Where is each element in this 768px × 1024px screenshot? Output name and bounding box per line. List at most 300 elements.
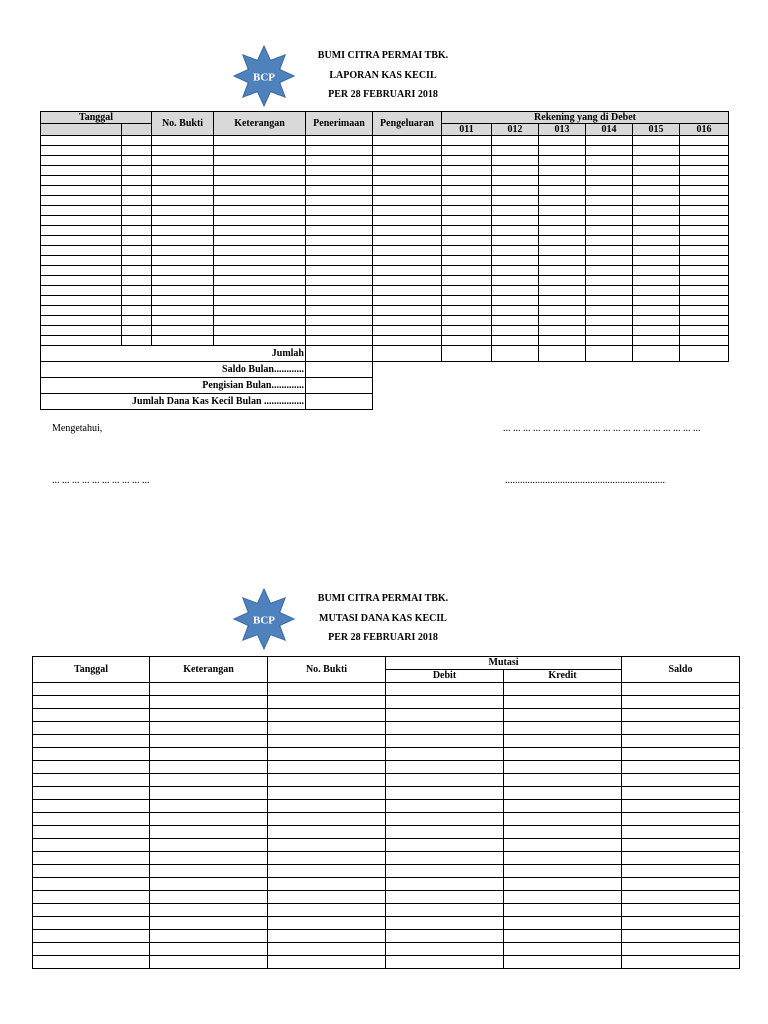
table-cell[interactable] [622,761,740,774]
table-cell[interactable] [41,186,122,196]
table-cell[interactable] [633,136,680,146]
table-cell[interactable] [633,206,680,216]
table-cell[interactable] [150,722,268,735]
table-cell[interactable] [539,146,586,156]
table-cell[interactable] [122,176,152,186]
table-cell[interactable] [122,206,152,216]
table-cell[interactable] [41,336,122,346]
table-cell[interactable] [214,226,306,236]
table-cell[interactable] [633,336,680,346]
table-cell[interactable] [586,246,633,256]
table-cell[interactable] [306,256,373,266]
table-cell[interactable] [150,839,268,852]
table-cell[interactable] [586,286,633,296]
table-cell[interactable] [152,196,214,206]
table-cell[interactable] [150,813,268,826]
table-cell[interactable] [268,865,386,878]
table-cell[interactable] [633,226,680,236]
table-cell[interactable] [373,296,442,306]
table-cell[interactable] [680,196,729,206]
table-cell[interactable] [33,956,150,969]
table-cell[interactable] [306,336,373,346]
pengisian-value[interactable] [306,378,373,394]
table-cell[interactable] [373,136,442,146]
table-cell[interactable] [633,326,680,336]
table-cell[interactable] [33,735,150,748]
table-cell[interactable] [373,206,442,216]
table-cell[interactable] [504,956,622,969]
table-cell[interactable] [586,216,633,226]
table-cell[interactable] [268,735,386,748]
table-cell[interactable] [386,839,504,852]
table-cell[interactable] [214,236,306,246]
table-cell[interactable] [373,276,442,286]
table-cell[interactable] [214,216,306,226]
table-cell[interactable] [122,266,152,276]
table-cell[interactable] [122,216,152,226]
table-cell[interactable] [504,930,622,943]
table-cell[interactable] [33,852,150,865]
table-cell[interactable] [586,306,633,316]
table-cell[interactable] [680,276,729,286]
table-cell[interactable] [386,956,504,969]
table-cell[interactable] [152,166,214,176]
table-cell[interactable] [152,146,214,156]
table-cell[interactable] [152,306,214,316]
table-cell[interactable] [442,216,492,226]
table-cell[interactable] [504,813,622,826]
table-cell[interactable] [539,226,586,236]
table-cell[interactable] [504,917,622,930]
table-cell[interactable] [633,156,680,166]
table-cell[interactable] [386,813,504,826]
table-cell[interactable] [41,316,122,326]
table-cell[interactable] [41,306,122,316]
table-cell[interactable] [306,206,373,216]
table-cell[interactable] [442,306,492,316]
table-cell[interactable] [33,683,150,696]
table-cell[interactable] [373,336,442,346]
table-cell[interactable] [539,306,586,316]
table-cell[interactable] [150,904,268,917]
table-cell[interactable] [680,246,729,256]
table-cell[interactable] [386,774,504,787]
table-cell[interactable] [386,826,504,839]
table-cell[interactable] [539,256,586,266]
table-cell[interactable] [442,316,492,326]
table-cell[interactable] [152,326,214,336]
table-cell[interactable] [680,326,729,336]
table-cell[interactable] [373,216,442,226]
table-cell[interactable] [306,246,373,256]
table-cell[interactable] [268,683,386,696]
table-cell[interactable] [152,176,214,186]
table-cell[interactable] [539,166,586,176]
table-cell[interactable] [680,186,729,196]
table-cell[interactable] [586,186,633,196]
table-cell[interactable] [373,266,442,276]
table-cell[interactable] [492,256,539,266]
table-cell[interactable] [386,865,504,878]
table-cell[interactable] [122,166,152,176]
table-cell[interactable] [214,196,306,206]
table-cell[interactable] [306,266,373,276]
table-cell[interactable] [152,156,214,166]
table-cell[interactable] [33,748,150,761]
table-cell[interactable] [492,186,539,196]
table-cell[interactable] [41,166,122,176]
table-cell[interactable] [492,216,539,226]
table-cell[interactable] [504,852,622,865]
table-cell[interactable] [442,226,492,236]
table-cell[interactable] [442,336,492,346]
table-cell[interactable] [442,136,492,146]
table-cell[interactable] [41,286,122,296]
table-cell[interactable] [152,316,214,326]
table-cell[interactable] [442,276,492,286]
table-cell[interactable] [504,748,622,761]
table-cell[interactable] [539,196,586,206]
table-cell[interactable] [373,226,442,236]
table-cell[interactable] [622,696,740,709]
table-cell[interactable] [214,146,306,156]
table-cell[interactable] [386,787,504,800]
table-cell[interactable] [306,216,373,226]
table-cell[interactable] [150,930,268,943]
table-cell[interactable] [386,917,504,930]
table-cell[interactable] [680,316,729,326]
table-cell[interactable] [586,226,633,236]
table-cell[interactable] [633,306,680,316]
table-cell[interactable] [152,226,214,236]
table-cell[interactable] [41,246,122,256]
table-cell[interactable] [41,266,122,276]
jumlah-pengeluaran[interactable] [373,346,442,362]
table-cell[interactable] [152,186,214,196]
table-cell[interactable] [41,156,122,166]
table-cell[interactable] [122,136,152,146]
table-cell[interactable] [214,266,306,276]
table-cell[interactable] [41,146,122,156]
table-cell[interactable] [633,176,680,186]
table-cell[interactable] [373,246,442,256]
table-cell[interactable] [504,943,622,956]
table-cell[interactable] [306,196,373,206]
table-cell[interactable] [268,761,386,774]
table-cell[interactable] [41,276,122,286]
table-cell[interactable] [586,336,633,346]
table-cell[interactable] [633,186,680,196]
table-cell[interactable] [214,176,306,186]
table-cell[interactable] [41,256,122,266]
jumlah-012[interactable] [492,346,539,362]
table-cell[interactable] [214,136,306,146]
table-cell[interactable] [214,256,306,266]
table-cell[interactable] [539,326,586,336]
table-cell[interactable] [539,276,586,286]
table-cell[interactable] [442,176,492,186]
table-cell[interactable] [373,256,442,266]
table-cell[interactable] [586,206,633,216]
table-cell[interactable] [152,296,214,306]
table-cell[interactable] [492,206,539,216]
table-cell[interactable] [214,336,306,346]
table-cell[interactable] [386,930,504,943]
table-cell[interactable] [268,956,386,969]
table-cell[interactable] [539,266,586,276]
table-cell[interactable] [504,696,622,709]
table-cell[interactable] [150,735,268,748]
table-cell[interactable] [492,166,539,176]
table-cell[interactable] [33,813,150,826]
table-cell[interactable] [680,256,729,266]
table-cell[interactable] [680,166,729,176]
table-cell[interactable] [633,286,680,296]
table-cell[interactable] [586,296,633,306]
table-cell[interactable] [492,276,539,286]
table-cell[interactable] [122,336,152,346]
table-cell[interactable] [41,136,122,146]
table-cell[interactable] [492,266,539,276]
table-cell[interactable] [633,166,680,176]
table-cell[interactable] [268,787,386,800]
table-cell[interactable] [122,296,152,306]
jumlah-dana-value[interactable] [306,394,373,410]
table-cell[interactable] [586,266,633,276]
table-cell[interactable] [680,156,729,166]
table-cell[interactable] [492,286,539,296]
table-cell[interactable] [373,146,442,156]
table-cell[interactable] [442,196,492,206]
table-cell[interactable] [306,176,373,186]
table-cell[interactable] [150,878,268,891]
table-cell[interactable] [586,236,633,246]
table-cell[interactable] [373,166,442,176]
table-cell[interactable] [152,136,214,146]
table-cell[interactable] [150,709,268,722]
table-cell[interactable] [268,722,386,735]
table-cell[interactable] [152,246,214,256]
table-cell[interactable] [386,852,504,865]
table-cell[interactable] [633,146,680,156]
table-cell[interactable] [504,735,622,748]
table-cell[interactable] [539,296,586,306]
table-cell[interactable] [214,296,306,306]
table-cell[interactable] [586,136,633,146]
table-cell[interactable] [539,206,586,216]
table-cell[interactable] [33,930,150,943]
table-cell[interactable] [268,709,386,722]
table-cell[interactable] [622,852,740,865]
table-cell[interactable] [504,774,622,787]
table-cell[interactable] [504,800,622,813]
table-cell[interactable] [214,206,306,216]
table-cell[interactable] [504,865,622,878]
table-cell[interactable] [306,326,373,336]
table-cell[interactable] [150,943,268,956]
table-cell[interactable] [633,296,680,306]
table-cell[interactable] [122,276,152,286]
table-cell[interactable] [586,276,633,286]
table-cell[interactable] [492,136,539,146]
table-cell[interactable] [150,696,268,709]
table-cell[interactable] [33,696,150,709]
jumlah-penerimaan[interactable] [306,346,373,362]
table-cell[interactable] [680,306,729,316]
table-cell[interactable] [306,146,373,156]
table-cell[interactable] [586,326,633,336]
table-cell[interactable] [122,306,152,316]
table-cell[interactable] [539,176,586,186]
table-cell[interactable] [680,136,729,146]
table-cell[interactable] [622,774,740,787]
table-cell[interactable] [586,316,633,326]
table-cell[interactable] [680,236,729,246]
table-cell[interactable] [306,296,373,306]
table-cell[interactable] [386,878,504,891]
table-cell[interactable] [492,196,539,206]
table-cell[interactable] [680,266,729,276]
table-cell[interactable] [268,748,386,761]
table-cell[interactable] [504,904,622,917]
table-cell[interactable] [386,761,504,774]
table-cell[interactable] [33,878,150,891]
table-cell[interactable] [122,226,152,236]
table-cell[interactable] [386,722,504,735]
table-cell[interactable] [539,316,586,326]
table-cell[interactable] [504,891,622,904]
table-cell[interactable] [442,186,492,196]
table-cell[interactable] [386,696,504,709]
table-cell[interactable] [152,236,214,246]
table-cell[interactable] [492,236,539,246]
table-cell[interactable] [442,246,492,256]
table-cell[interactable] [442,206,492,216]
table-cell[interactable] [373,176,442,186]
table-cell[interactable] [152,286,214,296]
table-cell[interactable] [306,226,373,236]
table-cell[interactable] [41,206,122,216]
table-cell[interactable] [442,266,492,276]
table-cell[interactable] [492,296,539,306]
table-cell[interactable] [386,748,504,761]
table-cell[interactable] [442,236,492,246]
table-cell[interactable] [150,891,268,904]
table-cell[interactable] [268,878,386,891]
table-cell[interactable] [33,826,150,839]
table-cell[interactable] [386,904,504,917]
table-cell[interactable] [150,800,268,813]
table-cell[interactable] [150,761,268,774]
table-cell[interactable] [122,196,152,206]
table-cell[interactable] [622,722,740,735]
table-cell[interactable] [373,186,442,196]
table-cell[interactable] [504,787,622,800]
table-cell[interactable] [306,186,373,196]
table-cell[interactable] [622,787,740,800]
table-cell[interactable] [268,800,386,813]
table-cell[interactable] [150,774,268,787]
table-cell[interactable] [633,236,680,246]
table-cell[interactable] [622,735,740,748]
table-cell[interactable] [539,246,586,256]
table-cell[interactable] [268,943,386,956]
table-cell[interactable] [504,722,622,735]
table-cell[interactable] [622,904,740,917]
table-cell[interactable] [373,306,442,316]
table-cell[interactable] [442,256,492,266]
table-cell[interactable] [33,943,150,956]
table-cell[interactable] [633,196,680,206]
table-cell[interactable] [33,774,150,787]
table-cell[interactable] [152,206,214,216]
table-cell[interactable] [150,852,268,865]
table-cell[interactable] [680,206,729,216]
table-cell[interactable] [442,296,492,306]
table-cell[interactable] [33,865,150,878]
table-cell[interactable] [622,709,740,722]
table-cell[interactable] [492,176,539,186]
table-cell[interactable] [586,166,633,176]
table-cell[interactable] [152,266,214,276]
table-cell[interactable] [122,256,152,266]
table-cell[interactable] [586,156,633,166]
table-cell[interactable] [214,166,306,176]
table-cell[interactable] [152,336,214,346]
table-cell[interactable] [268,852,386,865]
table-cell[interactable] [442,166,492,176]
table-cell[interactable] [622,956,740,969]
table-cell[interactable] [539,236,586,246]
table-cell[interactable] [268,891,386,904]
table-cell[interactable] [306,306,373,316]
table-cell[interactable] [41,216,122,226]
table-cell[interactable] [492,326,539,336]
table-cell[interactable] [306,286,373,296]
table-cell[interactable] [622,878,740,891]
table-cell[interactable] [622,891,740,904]
table-cell[interactable] [504,826,622,839]
table-cell[interactable] [268,904,386,917]
table-cell[interactable] [622,865,740,878]
table-cell[interactable] [33,904,150,917]
table-cell[interactable] [539,286,586,296]
table-cell[interactable] [122,236,152,246]
table-cell[interactable] [150,956,268,969]
table-cell[interactable] [586,256,633,266]
table-cell[interactable] [152,256,214,266]
table-cell[interactable] [122,156,152,166]
table-cell[interactable] [504,878,622,891]
table-cell[interactable] [442,146,492,156]
table-cell[interactable] [150,917,268,930]
table-cell[interactable] [373,316,442,326]
table-cell[interactable] [504,839,622,852]
jumlah-013[interactable] [539,346,586,362]
table-cell[interactable] [622,943,740,956]
table-cell[interactable] [492,336,539,346]
table-cell[interactable] [586,196,633,206]
table-cell[interactable] [633,276,680,286]
table-cell[interactable] [386,800,504,813]
table-cell[interactable] [373,236,442,246]
table-cell[interactable] [33,917,150,930]
table-cell[interactable] [622,930,740,943]
table-cell[interactable] [633,316,680,326]
table-cell[interactable] [33,722,150,735]
table-cell[interactable] [680,146,729,156]
table-cell[interactable] [33,839,150,852]
